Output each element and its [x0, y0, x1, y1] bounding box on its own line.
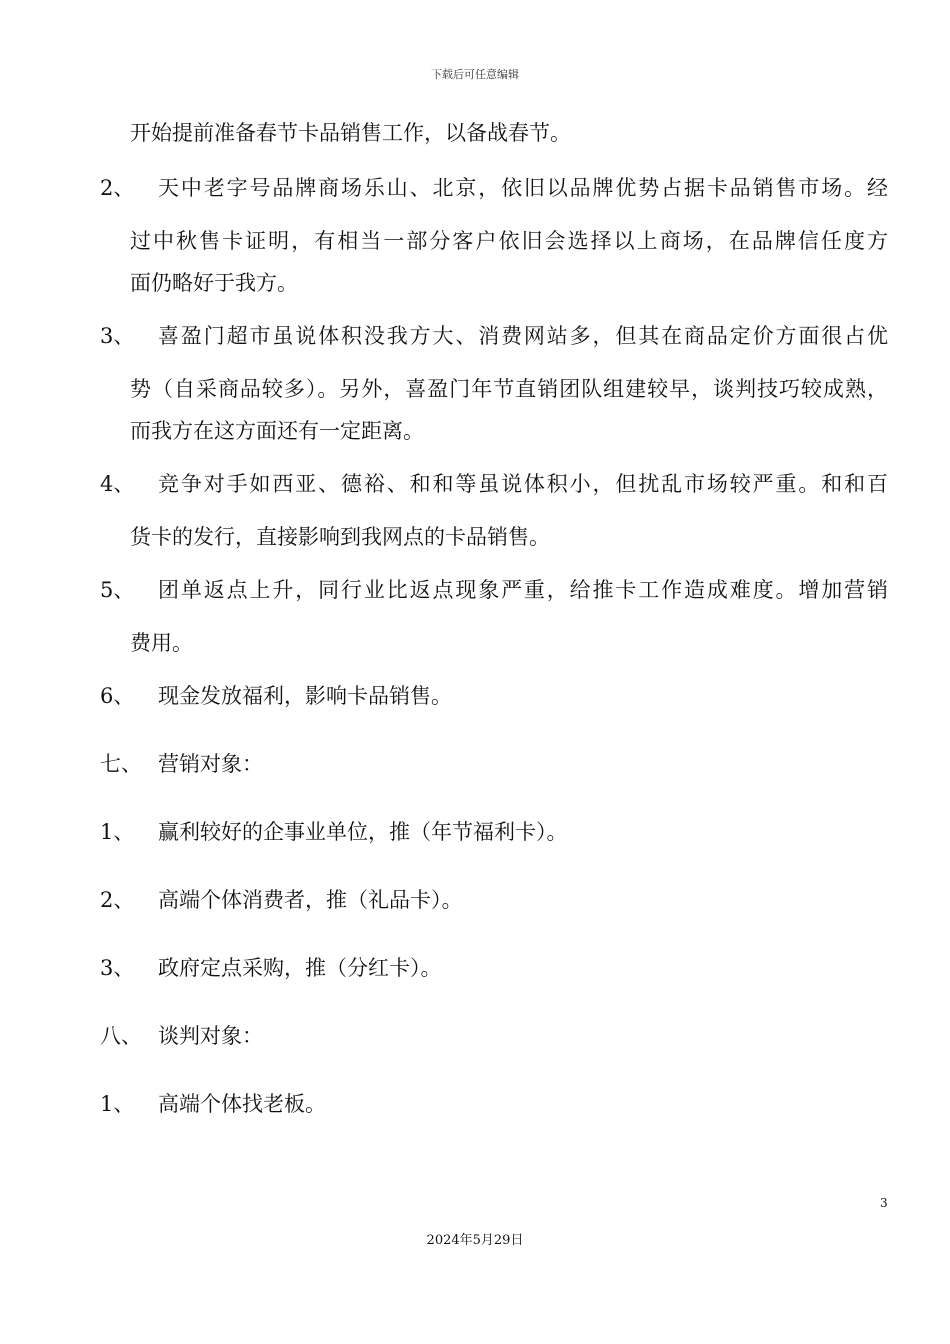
section-title: 营销对象：	[158, 752, 263, 776]
item-text-line: 现金发放福利，影响卡品销售。	[158, 684, 452, 708]
item-text-line: 费用。	[130, 631, 193, 655]
item-number: 5、	[100, 578, 135, 602]
item-text-line: 高端个体找老板。	[158, 1092, 326, 1116]
footer-date: 2024年5月29日	[426, 1233, 524, 1248]
item-text-line: 竞争对手如西亚、德裕、和和等虽说体积小，但扰乱市场较严重。和和百	[158, 472, 888, 496]
intro-line: 开始提前准备春节卡品销售工作，以备战春节。	[130, 121, 571, 145]
item-text-line: 高端个体消费者，推（礼品卡）。	[158, 888, 463, 912]
item-number: 6、	[100, 684, 135, 708]
item-text-line: 面仍略好于我方。	[130, 271, 298, 295]
section-number: 八、	[100, 1024, 142, 1048]
item-text-line: 天中老字号品牌商场乐山、北京，依旧以品牌优势占据卡品销售市场。经	[158, 176, 888, 200]
section-title: 谈判对象：	[158, 1024, 263, 1048]
item-number: 1、	[100, 820, 135, 844]
section-number: 七、	[100, 752, 142, 776]
item-text-line: 赢利较好的企事业单位，推（年节福利卡）。	[158, 820, 568, 844]
item-number: 4、	[100, 472, 135, 496]
item-text-line: 势（自采商品较多）。另外，喜盈门年节直销团队组建较早，谈判技巧较成熟，	[130, 377, 888, 401]
item-text-line: 政府定点采购，推（分红卡）。	[158, 956, 442, 980]
item-text-line: 团单返点上升，同行业比返点现象严重，给推卡工作造成难度。增加营销	[158, 578, 888, 602]
header-note: 下载后可任意编辑	[431, 68, 519, 81]
item-text-line: 货卡的发行，直接影响到我网点的卡品销售。	[130, 525, 550, 549]
item-number: 1、	[100, 1092, 135, 1116]
item-text-line: 而我方在这方面还有一定距离。	[130, 419, 424, 443]
item-number: 2、	[100, 888, 135, 912]
item-text-line: 过中秋售卡证明，有相当一部分客户依旧会选择以上商场，在品牌信任度方	[130, 229, 888, 253]
item-number: 3、	[100, 324, 135, 348]
item-number: 3、	[100, 956, 135, 980]
item-number: 2、	[100, 176, 135, 200]
item-text-line: 喜盈门超市虽说体积没我方大、消费网站多，但其在商品定价方面很占优	[158, 324, 888, 348]
page-number: 3	[880, 1196, 888, 1210]
